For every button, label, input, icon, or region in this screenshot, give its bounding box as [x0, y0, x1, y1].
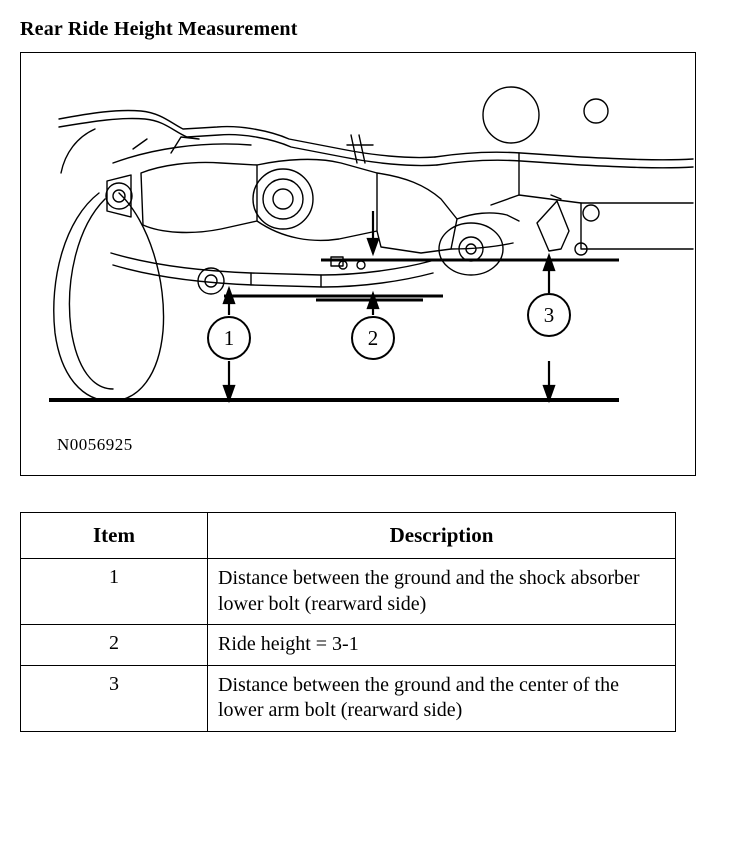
cell-item-number: 1: [21, 559, 208, 625]
cell-item-description: Distance between the ground and the shock absorber lower bolt (rearward side): [208, 559, 676, 625]
table-row: [21, 559, 676, 625]
column-header-item: Item: [21, 513, 208, 559]
cell-item-number: 3: [21, 665, 208, 731]
callout-label: 3: [543, 302, 555, 327]
table-row: [21, 625, 676, 666]
table-header-row: [21, 513, 676, 559]
figure-panel: [20, 52, 696, 476]
callout-marker-3: [527, 293, 571, 337]
column-header-description: Description: [208, 513, 676, 559]
cell-item-description: Ride height = 3-1: [208, 625, 676, 666]
callout-marker-1: [207, 316, 251, 360]
page-title: Rear Ride Height Measurement: [20, 18, 298, 40]
item-description-table: [20, 512, 676, 732]
cell-item-description: Distance between the ground and the center of the lower arm bolt (rearward side): [208, 665, 676, 731]
suspension-diagram: [21, 53, 695, 475]
callout-marker-2: [351, 316, 395, 360]
callout-label: 1: [223, 325, 235, 350]
table-row: [21, 665, 676, 731]
callout-label: 2: [367, 325, 379, 350]
cell-item-number: 2: [21, 625, 208, 666]
figure-code: N0056925: [57, 435, 133, 454]
